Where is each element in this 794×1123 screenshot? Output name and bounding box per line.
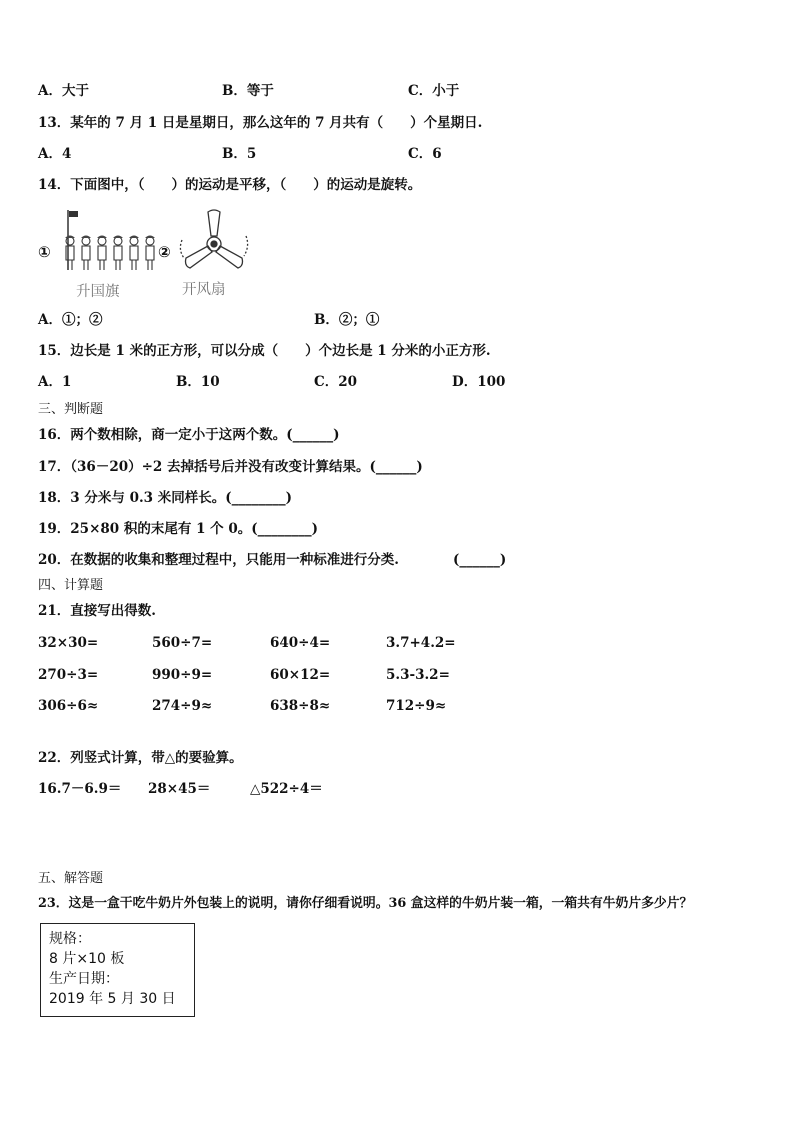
q13-option-c[interactable]: C．6 xyxy=(408,146,442,162)
q15-option-a[interactable]: A．1 xyxy=(38,374,72,390)
q13-option-a[interactable]: A．4 xyxy=(38,146,72,162)
q14-pic2-label: 开风扇 xyxy=(182,282,226,298)
q13-option-b[interactable]: B．5 xyxy=(222,146,257,162)
section-calc-heading: 四、计算题 xyxy=(38,578,104,593)
q21-item: 638÷8≈ xyxy=(270,698,331,714)
q21-item: 270÷3= xyxy=(38,667,99,683)
q12-option-a[interactable]: A．大于 xyxy=(38,83,89,99)
q12-option-b[interactable]: B．等于 xyxy=(222,83,274,99)
q21-item: 306÷6≈ xyxy=(38,698,99,714)
q17-statement: 17．（36－20）÷2 去掉括号后并没有改变计算结果。(______) xyxy=(38,459,423,475)
q14-option-a[interactable]: A．①；② xyxy=(38,312,103,328)
q21-item: 274÷9≈ xyxy=(152,698,213,714)
q21-item: 560÷7= xyxy=(152,635,213,651)
q14-question: 14．下面图中，（ ）的运动是平移，（ ）的运动是旋转。 xyxy=(38,177,422,193)
info-line: 8 片×10 板 xyxy=(49,951,125,967)
q21-item: 712÷9≈ xyxy=(386,698,447,714)
q22-question: 22．列竖式计算，带△的要验算。 xyxy=(38,750,243,766)
q21-item: 3.7+4.2= xyxy=(386,635,456,651)
q14-pic2-number: ② xyxy=(158,243,171,261)
q14-option-b[interactable]: B．②；① xyxy=(314,312,380,328)
q18-statement: 18．3 分米与 0.3 米同样长。(________) xyxy=(38,490,293,506)
section-answer-heading: 五、解答题 xyxy=(38,871,104,886)
q14-pic1-label: 升国旗 xyxy=(76,284,120,300)
fan-illustration xyxy=(176,206,252,278)
info-line: 生产日期： xyxy=(49,971,119,987)
q15-option-d[interactable]: D．100 xyxy=(452,374,506,390)
q22-item: 16.7－6.9＝ xyxy=(38,781,122,797)
q21-item: 60×12= xyxy=(270,667,331,683)
q23-question: 23．这是一盒干吃牛奶片外包装上的说明，请你仔细看说明。36 盒这样的牛奶片装一箱，一箱共有牛奶片多少片？ xyxy=(38,896,693,911)
q13-question: 13．某年的 7 月 1 日是星期日，那么这年的 7 月共有（ ）个星期日. xyxy=(38,115,483,131)
q21-item: 32×30= xyxy=(38,635,99,651)
q14-pic1-number: ① xyxy=(38,243,51,261)
q15-option-c[interactable]: C．20 xyxy=(314,374,358,390)
q21-item: 990÷9= xyxy=(152,667,213,683)
q15-option-b[interactable]: B．10 xyxy=(176,374,220,390)
section-judge-heading: 三、判断题 xyxy=(38,402,104,417)
q21-item: 5.3-3.2= xyxy=(386,667,450,683)
q19-statement: 19．25×80 积的末尾有 1 个 0。(________) xyxy=(38,521,319,537)
q12-option-c[interactable]: C．小于 xyxy=(408,83,460,99)
q16-statement: 16．两个数相除，商一定小于这两个数。(______) xyxy=(38,427,340,443)
q22-item: △522÷4＝ xyxy=(250,781,323,797)
flag-raising-illustration xyxy=(56,208,160,278)
product-info-box xyxy=(40,923,195,1017)
info-line: 规格： xyxy=(49,931,91,947)
info-line: 2019 年 5 月 30 日 xyxy=(49,991,176,1007)
q21-question: 21．直接写出得数. xyxy=(38,603,156,619)
q20-statement: 20．在数据的收集和整理过程中，只能用一种标准进行分类. (______) xyxy=(38,552,507,568)
q22-item: 28×45＝ xyxy=(148,781,211,797)
q15-question: 15．边长是 1 米的正方形，可以分成（ ）个边长是 1 分米的小正方形. xyxy=(38,343,491,359)
q21-item: 640÷4= xyxy=(270,635,331,651)
